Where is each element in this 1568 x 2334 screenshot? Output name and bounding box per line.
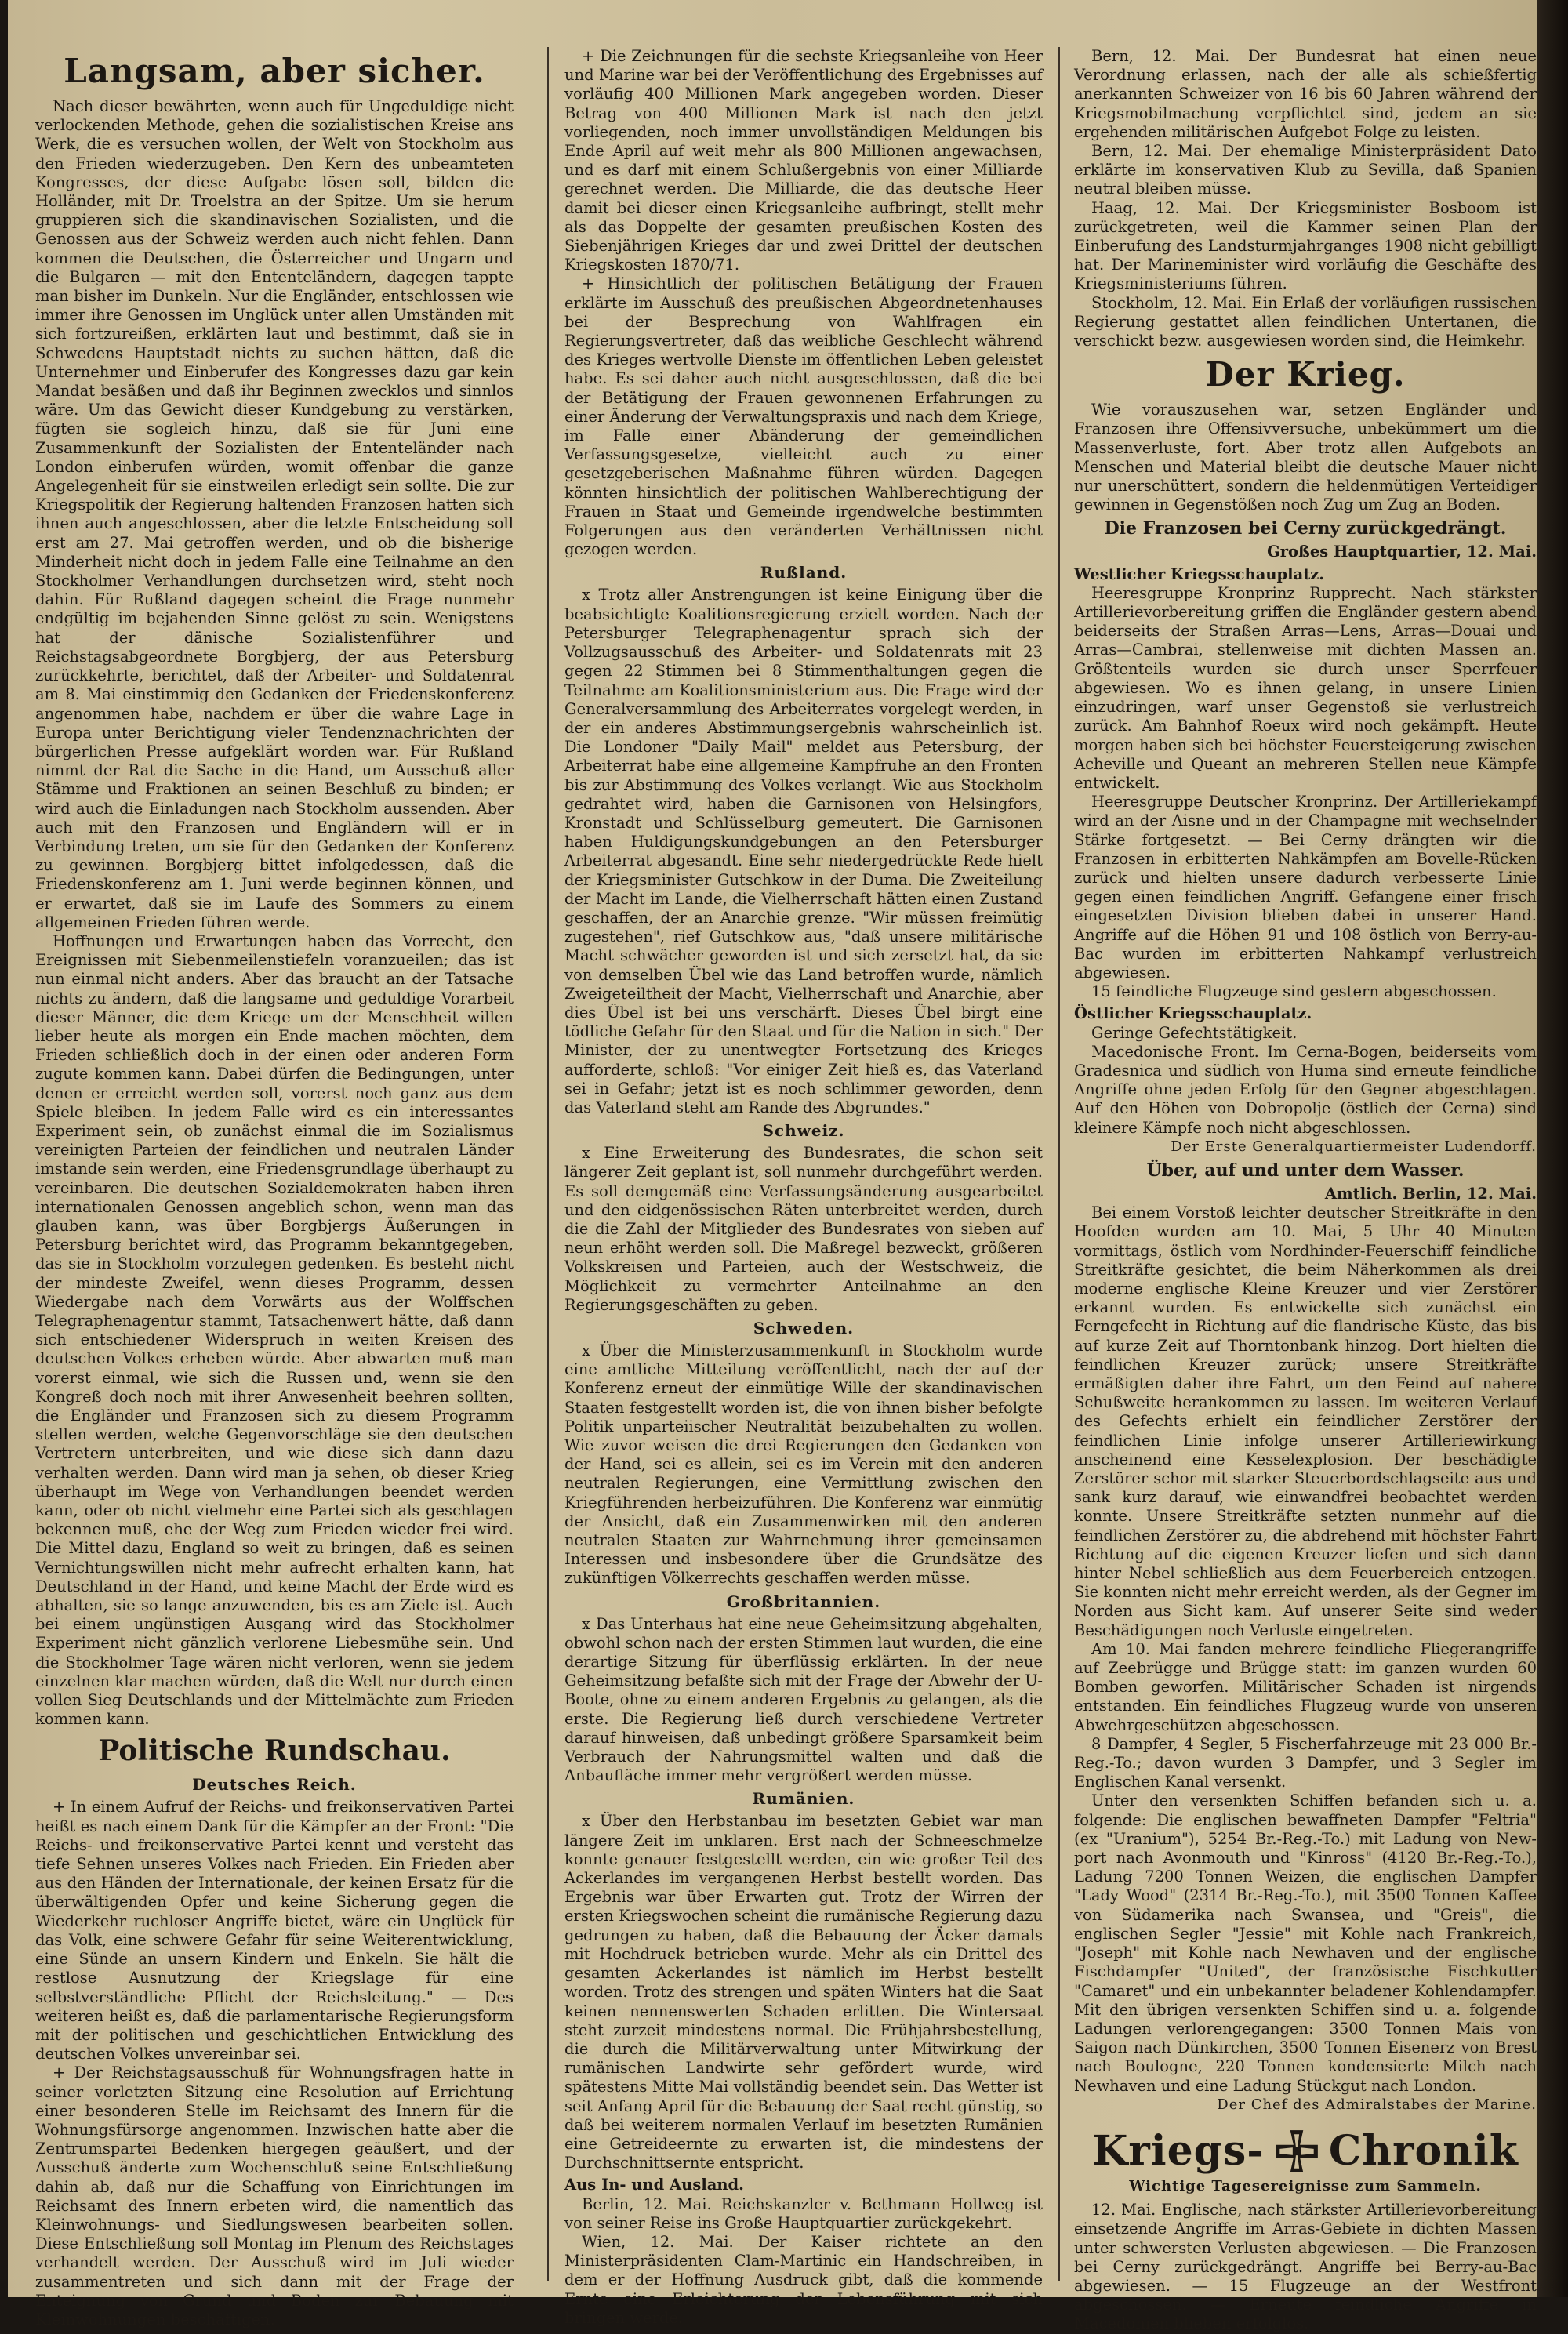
column-rule (547, 47, 549, 2281)
article-paragraph: Hoffnungen und Erwartungen haben das Vorrecht, den Ereignissen mit Siebenmeilenstiefeln voranzueilen; das ist nun einmal nicht anders. Aber das braucht an der Tatsache nichts zu ändern, daß die langsame und geduldige Vorarbeit dieser Männer, die dem Kriege um der Menschheit willen lieber heute als morgen ein Ende machen möchten, dem Frieden schließlich doch in der einen oder anderen Form zugute kommen kann. Dabei dürfen die Bedingungen, unter denen er erreicht werden soll, vorerst noch ganz aus dem Spiele bleiben. In jedem Falle wird es ein interessantes Experiment sein, ob zunächst einmal die im Sozialismus vereinigten Parteien der feindlichen und neutralen Länder imstande sein werden, eine Friedensgrundlage überhaupt zu vereinbaren. Die deutschen Sozialdemokraten haben ihren internationalen Genossen angeblich schon, wenn man das glauben kann, was über Borgbjergs Äußerungen in Petersburg berichtet wird, das Programm bekanntgegeben, das sie in Stockholm vorzulegen gedenken. Es besteht nicht der mindeste Zweifel, wenn dieses Programm, dessen Wiedergabe nach dem Vorwärts aus der Wolffschen Telegraphenagentur stammt, Tatsachenwert hätte, daß dann sich entschiedener Widerspruch in weiten Kreisen des deutschen Volkes erheben würde. Aber abwarten muß man vorerst einmal, wie sich die Russen und, wenn sie den Kongreß doch noch mit ihrer Anwesenheit beehren sollten, die Engländer und Franzosen sich zu diesem Programm stellen werden, welche Gegenvorschläge sie den deutschen Vertretern unterbreiten, und wie diese sich dann dazu verhalten werden. Dann wird man ja sehen, ob dieser Krieg überhaupt im Wege von Verhandlungen beendet werden kann, oder ob nicht vielmehr eine Partei sich als geschlagen bekennen muß, ehe der Weg zum Frieden wieder frei wird. Die Mittel dazu, England so weit zu bringen, daß es seinen Vernichtungswillen nicht mehr aufrecht erhalten kann, hat Deutschland in der Hand, und keine Macht der Erde wird es abhalten, sie so lange anzuwenden, bis es am Ziele ist. Auch bei einem ungünstigen Ausgang wird das Stockholmer Experiment nicht gänzlich verlorene Liebesmühe sein. Und die Stockholmer Tage wären nicht verloren, wenn sie jedem einzelnen klar machen würden, daß die Welt nur durch einen vollen Sieg Deutschlands und der Mittelmächte zum Frieden kommen kann. (35, 931, 514, 1729)
section-title: Der Krieg. (1205, 355, 1406, 394)
column-middle (564, 47, 1043, 2327)
section-subheading: Aus In- und Ausland. (564, 2176, 744, 2194)
article-title: Langsam, aber sicher. (64, 52, 485, 90)
chronik-header (1074, 2127, 1537, 2176)
chronik-title-left: Kriegs- (1092, 2126, 1265, 2175)
article-paragraph: Nach dieser bewährten, wenn auch für Ungeduldige nicht verlockenden Methode, gehen die sozialistischen Kreise ans Werk, die es versuchen wollen, der Welt von Stockholm aus den Frieden wiederzugeben. Den Kern des unbeamteten Kongresses, der diese Aufgabe lösen soll, bilden die Holländer, mit Dr. Troelstra an der Spitze. Um sie herum gruppieren sich die skandinavischen Sozialisten, und die Genossen aus der Schweiz werden auch nicht fehlen. Dann kommen die Deutschen, die Österreicher und Ungarn und die Bulgaren — mit den Ententeländern, dagegen tappte man bisher im Dunkeln. Nur die Engländer, entschlossen wie immer ihre Genossen im Unglück unter allen Umständen mit sich fortzureißen, erklärten laut und bestimmt, daß sie in Schwedens Hauptstadt nichts zu suchen hätten, daß die Unternehmer und Einberufer des Kongresses dazu gar kein Mandat besäßen und daß ihr Beginnen zwecklos und sinnlos wäre. Um das Gewicht dieser Kundgebung zu verstärken, fügten sie sogleich hinzu, daß sie für Juni eine Zusammenkunft der Sozialisten der Ententeländer nach London einberufen würden, womit offenbar die ganze Angelegenheit für sie einstweilen erledigt sein sollte. Die zur Kriegspolitik der Regierung haltenden Franzosen hatten sich ihnen auch angeschlossen, aber die letzte Entscheidung soll erst am 27. Mai getroffen werden, und ob die bisherige Minderheit nicht doch in jedem Falle eine Teilnahme an den Stockholmer Verhandlungen durchsetzen wird, steht noch dahin. Für Rußland dagegen scheint die Frage nunmehr endgültig im bejahenden Sinne gelöst zu sein. Wenigstens hat der dänische Sozialistenführer und Reichstagsabgeordnete Borgbjerg, der aus Petersburg zurückkehrte, berichtet, daß der Arbeiter- und Soldatenrat am 8. Mai einstimmig den Gedanken der Friedenskonferenz angenommen habe, nachdem er über die wahre Lage in Europa unter Berichtigung vieler Tendenznachrichten der bürgerlichen Presse aufgeklärt worden war. Für Rußland nimmt der Rat die Sache in die Hand, um Ausschuß aller Stämme und Fraktionen an seinen Beschluß zu binden; er wird auch die Einladungen nach Stockholm aussenden. Aber auch mit den Franzosen und Engländern will er in Verbindung treten, um sie für den Gedanken der Konferenz zu gewinnen. Borgbjerg bittet infolgedessen, daß die Friedenskonferenz am 1. Juni werde beginnen können, und er erwartet, daß sie im Laufe des Sommers zu einem allgemeinen Frieden führen werde. (35, 97, 514, 931)
iron-cross-icon (1272, 2127, 1321, 2176)
signature: Der Chef des Admiralstabes der Marine. (1217, 2096, 1537, 2113)
front-heading: Westlicher Kriegsschauplatz. (1074, 564, 1325, 583)
article-paragraph: + In einem Aufruf der Reichs- und freikonservativen Partei heißt es nach einem Dank für die Kämpfer an der Front: "Die Reichs- und freikonservative Partei kennt und versteht das tiefe Sehnen unseres Volkes nach Frieden. Ein Frieden aber aus den Händen der Internationale, der keinen Ersatz für die überwältigenden Opfer und keine Sicherung gegen die Wiederkehr ruchloser Angriffe bietet, wäre ein Unglück für das Volk, eine schwere Gefahr für seine Weiterentwicklung, eine Sünde an unsern Kindern und Enkeln. Sie hält die restlose Ausnutzung der Kriegslage für eine selbstverständliche Pflicht der Reichsleitung." — Des weiteren heißt es, daß die parlamentarische Regierungsform mit der politischen und geschichtlichen Entwicklung des deutschen Volkes unvereinbar sei. (35, 1798, 514, 2064)
article-paragraph: + Der Reichstagsausschuß für Wohnungsfragen hatte in seiner vorletzten Sitzung eine Resolution auf Errichtung einer besonderen Stelle im Reichsamt des Innern für die Wohnungsfürsorge angenommen. Inzwischen hatte aber die Zentrumspartei Bedenken hiergegen geäußert, und der Ausschuß änderte zum Wochenschluß seine Entschließung dahin ab, daß nur die Schaffung von Einrichtungen im Reichsamt des Innern erbeten wird, die namentlich das Kleinwohnungs- und Siedlungswesen bearbeiten sollen. Diese Entschließung soll Montag im Plenum des Reichstages verhandelt werden. Der Ausschuß wird im Juli wieder zusammentreten und sich dann mit der Frage der Enteignung von Grund und Boden zur Bebauung mit Kleinwohnungen beschäftigen. (35, 2064, 514, 2329)
section-subheading: Schweden. (753, 1319, 855, 1338)
news-item: Stockholm, 12. Mai. Ein Erlaß der vorläufigen russischen Regierung gestattet allen feindlichen Untertanen, die verschickt bezw. ausgewiesen worden sind, die Heimkehr. (1074, 293, 1537, 350)
chronik-title-right: Chronik (1328, 2126, 1519, 2175)
news-item: Wien, 12. Mai. Der Kaiser richtete an den Ministerpräsidenten Clam-Martinic ein Handschreiben, in dem er der Hoffnung Ausdruck gibt, daß die kommende Ernte eine Erleichterung der Lebensführung mit sich bringen werde. (564, 2232, 1043, 2327)
page-edge (1537, 0, 1568, 2297)
column-right (1074, 47, 1537, 2333)
section-subheading: Rußland. (760, 563, 848, 583)
article-paragraph: + Die Zeichnungen für die sechste Kriegsanleihe von Heer und Marine war bei der Veröffentlichung des Ergebnisses auf vorläufig 400 Millionen Mark angegeben worden. Dieser Betrag von 400 Millionen Mark ist nach den jetzt vorliegenden, noch immer unvollständigen Meldungen bis Ende April auf weit mehr als 800 Millionen angewachsen, und es darf mit einem Schlußergebnis von einer Milliarde gerechnet werden. Die Milliarde, die das deutsche Heer damit bei dieser einen Kriegsanleihe aufbringt, stellt mehr als das Doppelte der gesamten preußischen Kosten des Siebenjährigen Krieges dar und zwei Drittel der deutschen Kriegskosten 1870/71. (564, 47, 1043, 274)
article-paragraph: 8 Dampfer, 4 Segler, 5 Fischerfahrzeuge mit 23 000 Br.-Reg.-To.; davon wurden 3 Dampfer, und 3 Segler im Englischen Kanal versenkt. (1074, 1734, 1537, 1791)
news-item: Bern, 12. Mai. Der Bundesrat hat einen neue Verordnung erlassen, nach der alle als schießfertig anerkannten Schweizer von 16 bis 60 Jahren während der Kriegsmobilmachung verpflichtet sind, jedem an sie ergehenden militärischen Aufgebot Folge zu leisten. (1074, 47, 1537, 141)
article-paragraph: Am 10. Mai fanden mehrere feindliche Fliegerangriffe auf Zeebrügge und Brügge statt: im ganzen wurden 60 Bomben geworfen. Militärischer Schaden ist nirgends entstanden. Ein feindliches Flugzeug wurde von unseren Abwehrgeschützen abgeschossen. (1074, 1639, 1537, 1734)
section-subheading: Rumänien. (752, 1789, 855, 1809)
article-paragraph: Macedonische Front. Im Cerna-Bogen, beiderseits vom Gradesnica und südlich von Huma sind erneute feindliche Angriffe ohne jeden Erfolg für den Gegner abgeschlagen. Auf den Höhen von Dobropolje (östlich der Cerna) sind kleinere Kämpfe noch nicht abgeschlossen. (1074, 1042, 1537, 1137)
article-paragraph: Heeresgruppe Deutscher Kronprinz. Der Artilleriekampf wird an der Aisne und in der Champagne mit wechselnder Stärke fortgesetzt. — Bei Cerny drängten wir die Franzosen in erbitterten Nahkämpfen am Bovelle-Rücken zurück und hielten unsere dadurch verbesserte Linie gegen einen feindlichen Angriff. Gefangene einer frisch eingesetzten Division blieben dabei in unserer Hand. Angriffe auf die Höhen 91 und 108 östlich von Berry-au-Bac wurden im erbitterten Nahkampf verlustreich abgewiesen. (1074, 793, 1537, 982)
column-rule (1058, 47, 1060, 2281)
column-left (35, 47, 514, 2329)
article-paragraph: Heeresgruppe Kronprinz Rupprecht. Nach stärkster Artillerievorbereitung griffen die Engländer gestern abend beiderseits der Straßen Arras—Lens, Arras—Douai und Arras—Cambrai, stellenweise mit dichten Massen an. Größtenteils wurden sie durch unser Sperrfeuer abgewiesen. Wo es ihnen gelang, in unsere Linien einzudringen, warf unser Gegenstoß sie verlustreich zurück. Am Bahnhof Roeux wird noch gekämpft. Heute morgen haben sich bei höchster Feuersteigerung zwischen Acheville und Queant an mehreren Stellen neue Kämpfe entwickelt. (1074, 583, 1537, 792)
article-paragraph: x Über den Herbstanbau im besetzten Gebiet war man längere Zeit im unklaren. Erst nach der Schneeschmelze konnte genauer festgestellt werden, ein wie großer Teil des Ackerlandes im vergangenen Herbst bestellt worden. Das Ergebnis war über Erwarten gut. Trotz der Wirren der ersten Kriegswochen scheint die rumänische Regierung dazu gedrungen zu haben, daß die Bebauung der Äcker damals mit Hochdruck betrieben wurde. Mehr als ein Drittel des gesamten Ackerlandes ist nämlich im Herbst bestellt worden. Trotz des strengen und späten Winters hat die Saat keinen nennenswerten Schaden erlitten. Die Wintersaat steht zurzeit mindestens normal. Die Frühjahrsbestellung, die durch die Militärverwaltung unter Mitwirkung der rumänischen Landwirte sehr gefördert wurde, wird spätestens Mitte Mai vollständig beendet sein. Das Wetter ist seit Anfang April für die Bebauung der Saat recht günstig, so daß bei weiterem normalen Verlauf im besetzten Rumänien eine Getreideernte zu erwarten ist, die mindestens der Durchschnittsernte entspricht. (564, 1812, 1043, 2172)
article-paragraph: Bei einem Vorstoß leichter deutscher Streitkräfte in den Hoofden wurden am 10. Mai, 5 Uhr 40 Minuten vormittags, östlich vom Nordhinder-Feuerschiff feindliche Streitkräfte gesichtet, die beim Näherkommen als drei moderne englische Kleine Kreuzer und vier Zerstörer erkannt wurden. Es entwickelte sich zunächst ein Ferngefecht in Richtung auf die flandrische Küste, das bis auf kurze Zeit auf Thorntonbank hinzog. Dort hielten die feindlichen Kreuzer zurück; unsere Streitkräfte ermäßigten daher ihre Fahrt, um den Feind auf nahere Schußweite herankommen zu lassen. Im weiteren Verlauf des Gefechts erhielt ein feindlicher Zerstörer der feindlichen Linie infolge unserer Artilleriewirkung anscheinend eine Kesselexplosion. Der beschädigte Zerstörer schor mit starker Steuerbordschlagseite aus und sank kurz darauf, wie einwandfrei beobachtet werden konnte. Unsere Streitkräfte setzten nunmehr auf die feindlichen Zerstörer zu, die abdrehend mit höchster Fahrt Richtung auf die eigenen Kreuzer liefen und sich dann hinter Nebel schließlich aus dem Feuerbereich entzogen. Sie konnten nicht mehr erreicht werden, als der Gegner im Norden aus Sicht kam. Auf unserer Seite sind weder Beschädigungen noch Verluste eingetreten. (1074, 1203, 1537, 1639)
dateline: Amtlich. Berlin, 12. Mai. (1324, 1184, 1537, 1203)
article-paragraph: + Hinsichtlich der politischen Betätigung der Frauen erklärte im Ausschuß des preußischen Abgeordnetenhauses bei der Besprechung von Wahlfragen ein Regierungsvertreter, daß das weibliche Geschlecht während des Krieges wertvolle Dienste im öffentlichen Leben geleistet habe. Es sei daher auch nicht ausgeschlossen, daß die bei der Betätigung der Frauen gewonnenen Erfahrungen zu einer Änderung der Verwaltungspraxis und nach dem Kriege, im Falle einer Abänderung der gemeindlichen Verfassungsgesetze, vielleicht auch zu einer gesetzgeberischen Maßnahme führen würden. Dagegen könnten hinsichtlich der politischen Wahlberechtigung der Frauen in Staat und Gemeinde irgendwelche bestimmten Folgerungen aus den veränderten Verhältnissen nicht gezogen werden. (564, 274, 1043, 559)
news-item: Berlin, 12. Mai. Reichskanzler v. Bethmann Hollweg ist von seiner Reise ins Große Hauptquartier zurückgekehrt. (564, 2194, 1043, 2232)
section-subheading: Deutsches Reich. (192, 1775, 357, 1795)
section-subheading: Schweiz. (762, 1121, 845, 1141)
section-title: Politische Rundschau. (98, 1734, 451, 1768)
news-item: Bern, 12. Mai. Der ehemalige Ministerpräsident Dato erklärte im konservativen Klub zu Sevilla, daß Spanien neutral bleiben müsse. (1074, 142, 1537, 198)
war-report-headline: Die Franzosen bei Cerny zurückgedrängt. (1104, 518, 1507, 539)
section-subheading: Über, auf und unter dem Wasser. (1146, 1160, 1465, 1181)
article-paragraph: Unter den versenkten Schiffen befanden sich u. a. folgende: Die englischen bewaffneten Dampfer "Feltria" (ex "Uranium"), 5254 Br.-Reg.-To.) mit Ladung von New-port nach Avonmouth und "Kinross" (4120 Br.-Reg.-To.), Ladung 7200 Tonnen Weizen, die englischen Dampfer "Lady Wood" (2314 Br.-Reg.-To.), mit 3500 Tonnen Kaffee von Südamerika nach Swansea, und "Greis", die englischen Segler "Jessie" mit Kohle nach Frankreich, "Joseph" mit Kohle nach Newhaven und der englische Fischdampfer "United", der französische Fischkutter "Camaret" und ein unbekannter beladener Kohlendampfer. Mit den übrigen versenkten Schiffen sind u. a. folgende Ladungen verlorengegangen: 3500 Tonnen Mais von Saigon nach Dünkirchen, 3500 Tonnen Eisenerz von Brest nach Boulogne, 220 Tonnen kondensierte Milch nach Newhaven und eine Ladung Stückgut nach London. (1074, 1791, 1537, 2095)
chronik-subtitle: Wichtige Tagesereignisse zum Sammeln. (1129, 2177, 1482, 2194)
article-paragraph: x Trotz aller Anstrengungen ist keine Einigung über die beabsichtigte Koalitionsregierung erzielt worden. Nach der Petersburger Telegraphenagentur sprach sich der Vollzugsausschuß des Arbeiter- und Soldatenrats mit 23 gegen 22 Stimmen bei 8 Stimmenthaltungen gegen die Teilnahme am Koalitionsministerium aus. Die Frage wird der Generalversammlung des Arbeiterrates vorgelegt werden, in der ein anderes Abstimmungsergebnis wahrscheinlich ist. Die Londoner "Daily Mail" meldet aus Petersburg, der Arbeiterrat habe eine allgemeine Kampfruhe an den Fronten bis zur Abstimmung des Volkes verlangt. Wie aus Stockholm gedrahtet wird, haben die Garnisonen von Helsingfors, Kronstadt und Schlüsselburg gemeutert. Die Garnisonen haben Huldigungskundgebungen an den Petersburger Arbeiterrat abgesandt. Eine sehr niedergedrückte Rede hielt der Kriegsminister Gutschkow in der Duma. Die Zweiteilung der Macht im Lande, die Vielherrschaft hätten einen Zustand geschaffen, der an Anarchie grenze. "Wir müssen freimütig zugestehen", rief Gutschkow aus, "daß unsere militärische Macht schwächer geworden ist und sich zersetzt hat, da sie von demselben Übel wie das Land betroffen wurde, nämlich Zweigeteiltheit der Macht, Vielherrschaft und Anarchie, aber dies Übel ist bei uns verschärft. Dieses Übel birgt eine tödliche Gefahr für den Staat und für die Nation in sich." Der Minister, der zu unentwegter Fortsetzung des Krieges aufforderte, schloß: "Vor einiger Zeit hieß es, das Vaterland sei in Gefahr; jetzt ist es noch schlimmer geworden, denn das Vaterland steht am Rande des Abgrundes." (564, 586, 1043, 1116)
article-paragraph: x Das Unterhaus hat eine neue Geheimsitzung abgehalten, obwohl schon nach der ersten Stimmen laut wurden, die eine derartige Sitzung für überflüssig erklärten. In der neue Geheimsitzung befaßte sich mit der Frage der Abwehr der U-Boote, ohne zu einem anderen Ergebnis zu gelangen, als die erste. Die Regierung ließ durch verschiedene Vertreter darauf hinweisen, daß unbedingt größere Sparsamkeit beim Verbrauch der Nahrungsmittel walten und daß die Anbaufläche immer mehr vergrößert werden müsse. (564, 1614, 1043, 1785)
news-item: Haag, 12. Mai. Der Kriegsminister Bosboom ist zurückgetreten, weil die Kammer seinen Plan der Einberufung des Landsturmjahrganges 1908 nicht gebilligt hat. Der Marineminister wird vorläufig die Geschäfte des Kriegsministeriums führen. (1074, 198, 1537, 293)
article-paragraph: Geringe Gefechtstätigkeit. (1091, 1023, 1298, 1042)
newspaper-page (8, 0, 1537, 2333)
article-paragraph: x Eine Erweiterung des Bundesrates, die schon seit längerer Zeit geplant ist, soll nunmehr durchgeführt werden. Es soll demgemäß eine Verfassungsänderung ausgearbeitet und den eidgenössischen Räten unterbreitet werden, durch die die Zahl der Mitglieder des Bundesrates von sieben auf neun erhöht werden soll. Die Maßregel bezweckt, größeren Volkskreisen und Parteien, auch der Westschweiz, die Möglichkeit zu vermehrter Anteilnahme an den Regierungsgeschäften zu geben. (564, 1144, 1043, 1314)
section-subheading: Großbritannien. (726, 1592, 881, 1611)
article-paragraph: x Über die Ministerzusammenkunft in Stockholm wurde eine amtliche Mitteilung veröffentlicht, nach der auf der Konferenz erneut der einmütige Wille der skandinavischen Staaten festgestellt worden ist, die von ihnen bisher befolgte Politik unparteiischer Neutralität beizubehalten zu wollen. Wie zuvor weisen die drei Regierungen den Gedanken von der Hand, sei es allein, sei es im Verein mit den anderen neutralen Regierungen, eine Vermittlung zwischen den Kriegführenden herbeizuführen. Die Konferenz war einmütig der Ansicht, daß ein Zusammenwirken mit den anderen neutralen Staaten zur Wahrnehmung ihrer gemeinsamen Interessen und insbesondere über die Grundsätze des zukünftigen Völkerrechts geschaffen werden müsse. (564, 1341, 1043, 1588)
signature: Der Erste Generalquartiermeister Ludendorff. (1171, 1138, 1537, 1155)
article-paragraph: Wie vorauszusehen war, setzen Engländer und Franzosen ihre Offensivversuche, unbekümmert um die Massenverluste, fort. Aber trotz allen Aufgebots an Menschen und Material bleibt die deutsche Mauer nicht nur unerschüttert, sondern die heldenmütigen Verteidiger gewinnen in Gegenstößen noch Zug um Zug an Boden. (1074, 401, 1537, 514)
article-paragraph: 15 feindliche Flugzeuge sind gestern abgeschossen. (1091, 982, 1497, 1001)
front-heading: Östlicher Kriegsschauplatz. (1074, 1004, 1312, 1023)
dateline: Großes Hauptquartier, 12. Mai. (1267, 543, 1537, 561)
chronik-entry: 12. Mai. Englische, nach stärkster Artillerievorbereitung einsetzende Angriffe im Arras-Gebiete in dichten Massen unter schwersten Verlusten abgewiesen. — Die Franzosen bei Cerny zurückgedrängt. Angriffe bei Berry-au-Bac abgewiesen. — 15 Flugzeuge an der Westfront abgeschossen. — Erneute feindliche Angriffe in Macedonien blieben erfolglos. (1074, 2201, 1537, 2333)
